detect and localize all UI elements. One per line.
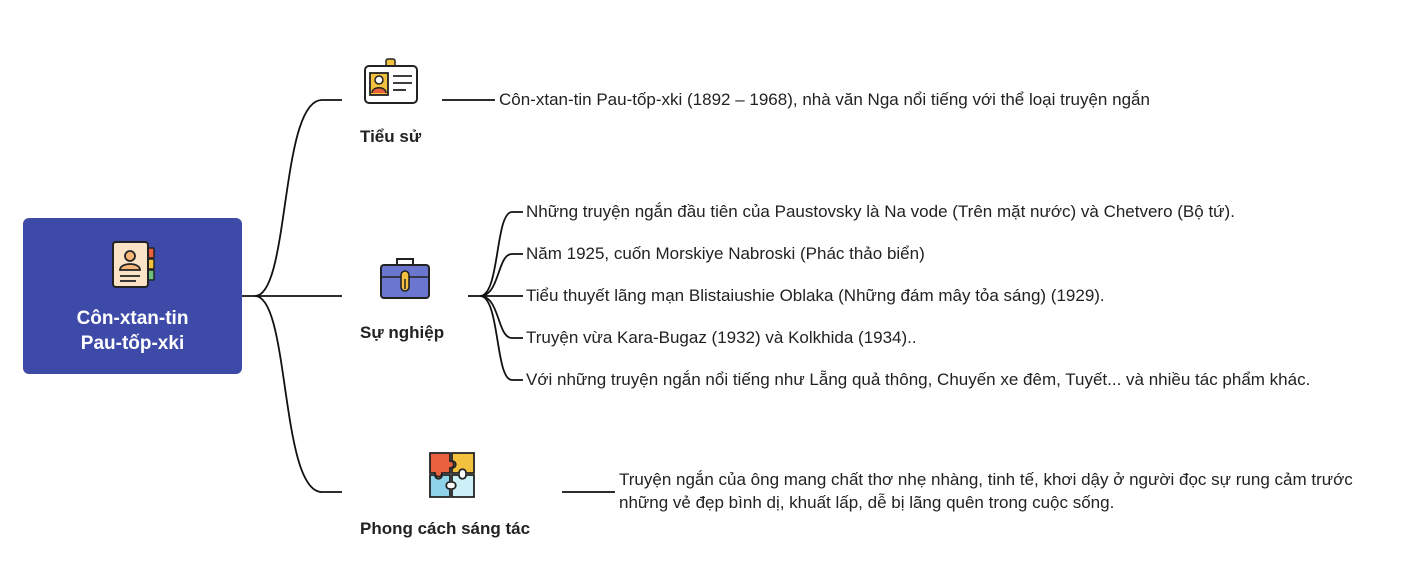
connector-central-phong-cach	[255, 296, 342, 492]
connector-central-tieu-su	[242, 100, 342, 296]
central-title-line-1: Côn-xtan-tin	[76, 308, 189, 329]
branch-label-tieu-su: Tiểu sử	[360, 127, 422, 146]
detail-su-nghiep-4: Truyện vừa Kara-Bugaz (1932) và Kolkhida (1934)..	[526, 328, 917, 347]
branch-label-su-nghiep: Sự nghiệp	[360, 323, 445, 342]
central-node	[23, 218, 242, 374]
connector-su-nghiep-detail-4	[480, 296, 523, 338]
connector-su-nghiep-detail-2	[480, 254, 523, 296]
branch-label-phong-cach: Phong cách sáng tác	[360, 519, 531, 538]
central-title-line-2: Pau-tốp-xki	[80, 333, 185, 354]
detail-su-nghiep-1: Những truyện ngắn đầu tiên của Paustovsky là Na vode (Trên mặt nước) và Chetvero (Bộ tứ).	[526, 202, 1235, 221]
id-badge-icon	[362, 58, 420, 106]
detail-phong-cach-1: Truyện ngắn của ông mang chất thơ nhẹ nhàng, tinh tế, khơi dậy ở người đọc sự rung cảm trước những vẻ đẹp bình dị, khuất lấp, dễ bị lãng quên trong cuộc sống.	[619, 470, 1353, 512]
central-title	[23, 306, 242, 356]
contact-card-icon	[110, 240, 158, 290]
puzzle-icon	[427, 450, 477, 500]
detail-su-nghiep-2: Năm 1925, cuốn Morskiye Nabroski (Phác thảo biển)	[526, 244, 925, 263]
detail-tieu-su-1: Côn-xtan-tin Pau-tốp-xki (1892 – 1968), nhà văn Nga nổi tiếng với thể loại truyện ngắn	[499, 90, 1150, 109]
briefcase-icon	[378, 255, 432, 301]
detail-su-nghiep-3: Tiểu thuyết lãng mạn Blistaiushie Oblaka (Những đám mây tỏa sáng) (1929).	[526, 286, 1105, 305]
detail-su-nghiep-5: Với những truyện ngắn nổi tiếng như Lẵng quả thông, Chuyến xe đêm, Tuyết... và nhiều tác phẩm khác.	[526, 370, 1311, 389]
